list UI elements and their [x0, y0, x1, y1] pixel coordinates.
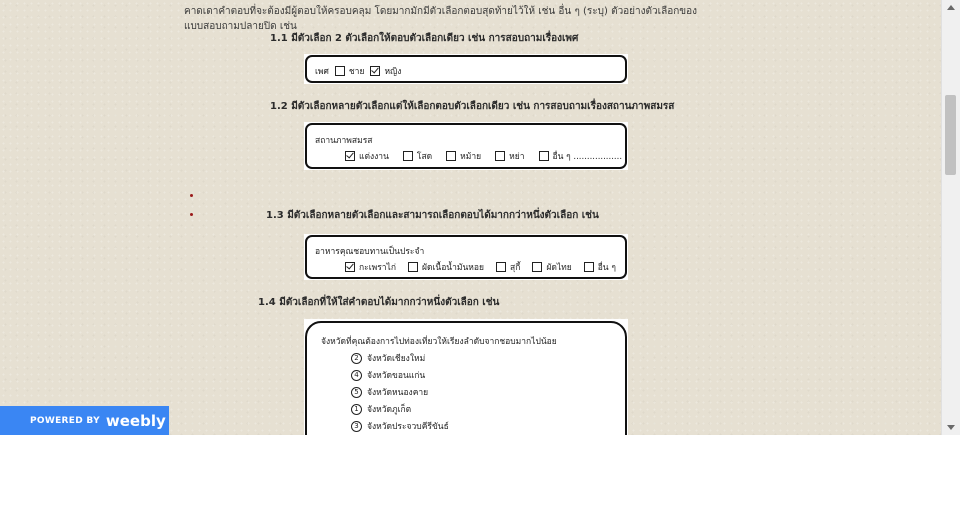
intro-text: คาดเดาคำตอบที่จะต้องมีผู้ตอบให้ครอบคลุม โดยมากมักมีตัวเลือกตอบสุดท้ายไว้ให้ เช่น อื่น ๆ (ระบุ) ตัวอย่างตัวเลือกของแบบสอบถามปลายปิด เช่น: [184, 6, 697, 32]
province-item: 3 จังหวัดประจวบคีรีขันธ์: [351, 419, 449, 433]
checkbox-icon: [539, 151, 549, 161]
powered-by-label: POWERED BY: [30, 415, 100, 426]
checkbox-icon: [532, 262, 542, 272]
option-widowed: หม้าย: [446, 149, 481, 163]
checkbox-icon: [335, 66, 345, 76]
checkbox-icon: [496, 262, 506, 272]
food-label: อาหารคุณชอบทานเป็นประจำ: [315, 247, 425, 257]
option-married: แต่งงาน: [345, 149, 389, 163]
section-1-3-heading: 1.3 มีตัวเลือกหลายตัวเลือกและสามารถเลือกตอบได้มากกว่าหนึ่งตัวเลือก เช่น: [266, 210, 599, 221]
option-beef-oyster: ผัดเนื้อน้ำมันหอย: [408, 260, 484, 274]
province-question-image: [304, 319, 628, 435]
food-question-box: [305, 235, 627, 279]
section-1-2-heading: 1.2 มีตัวเลือกหลายตัวเลือกแต่ให้เลือกตอบตัวเลือกเดียว เช่น การสอบถามเรื่องสถานภาพสมรส: [270, 101, 675, 112]
section-1-1-heading: 1.1 มีตัวเลือก 2 ตัวเลือกให้ตอบตัวเลือกเดียว เช่น การสอบถามเรื่องเพศ: [270, 33, 579, 44]
bullet-marker: [190, 194, 193, 197]
gender-label: เพศ: [315, 67, 329, 77]
checkbox-icon: [403, 151, 413, 161]
checked-checkbox-icon: [370, 66, 380, 76]
marital-label: สถานภาพสมรส: [315, 136, 373, 146]
province-item: 1 จังหวัดภูเก็ต: [351, 402, 411, 416]
section-1-4-heading: 1.4 มีตัวเลือกที่ให้ใส่คำตอบได้มากกว่าหนึ่งตัวเลือก เช่น: [258, 297, 500, 308]
option-kaprao: กะเพราไก่: [345, 260, 396, 274]
vertical-scrollbar[interactable]: [941, 0, 960, 435]
option-divorced: หย่า: [495, 149, 524, 163]
bullet-marker: [190, 213, 193, 216]
gender-question-image: [304, 54, 628, 84]
scroll-thumb[interactable]: [945, 95, 956, 175]
option-padthai: ผัดไทย: [532, 260, 571, 274]
province-item: 2 จังหวัดเชียงใหม่: [351, 351, 425, 365]
checkbox-icon: [446, 151, 456, 161]
weebly-logo: weebly: [105, 411, 166, 430]
option-other: อื่น ๆ: [584, 260, 616, 274]
option-other: อื่น ๆ ..................: [539, 149, 623, 163]
checkbox-icon: [495, 151, 505, 161]
scroll-up-arrow-icon[interactable]: [947, 5, 955, 10]
scroll-down-arrow-icon[interactable]: [947, 425, 955, 430]
option-male: ชาย: [335, 64, 365, 78]
checked-checkbox-icon: [345, 262, 355, 272]
powered-by-weebly-badge[interactable]: [0, 406, 169, 435]
province-question-box: [305, 321, 627, 435]
checkbox-icon: [584, 262, 594, 272]
marital-question-box: [305, 123, 627, 169]
marital-question-image: [304, 122, 628, 170]
province-item: 5 จังหวัดหนองคาย: [351, 385, 428, 399]
province-label: จังหวัดที่คุณต้องการไปท่องเที่ยวให้เรียงลำดับจากชอบมากไปน้อย: [321, 337, 557, 347]
checked-checkbox-icon: [345, 151, 355, 161]
option-suki: สุกี้: [496, 260, 520, 274]
option-female: หญิง: [370, 64, 401, 78]
province-item: 4 จังหวัดขอนแก่น: [351, 368, 425, 382]
option-single: โสด: [403, 149, 432, 163]
checkbox-icon: [408, 262, 418, 272]
gender-question-box: [305, 55, 627, 83]
food-question-image: [304, 234, 628, 280]
